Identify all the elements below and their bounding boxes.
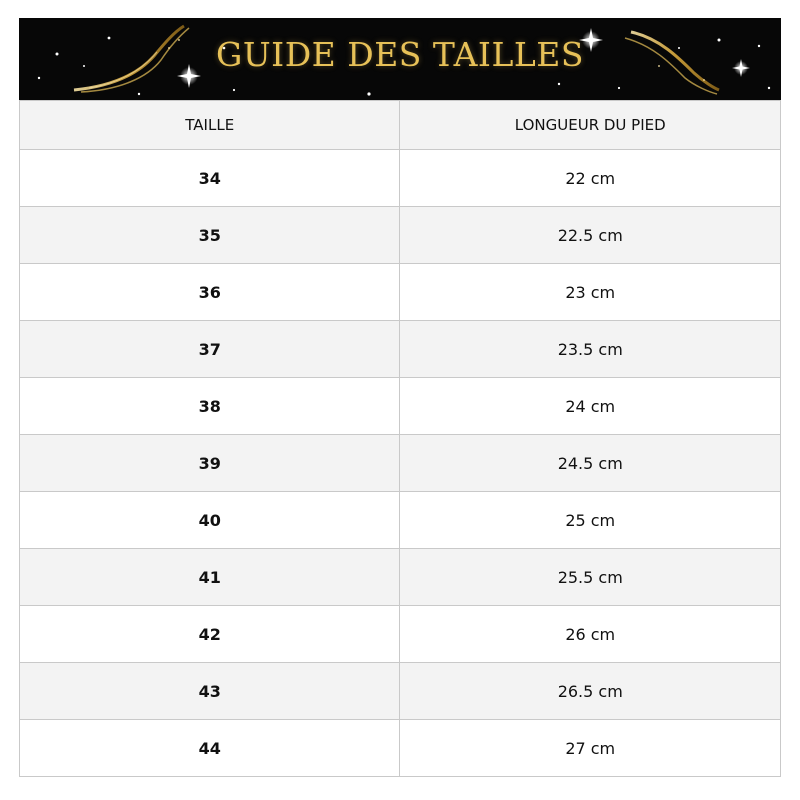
foot-length-cell: 25 cm — [400, 492, 781, 549]
size-cell: 39 — [20, 435, 400, 492]
table-row — [20, 378, 781, 435]
table-row — [20, 492, 781, 549]
table-row — [20, 150, 781, 207]
size-cell: 40 — [20, 492, 400, 549]
foot-length-cell: 25.5 cm — [400, 549, 781, 606]
foot-length-cell: 24.5 cm — [400, 435, 781, 492]
size-cell: 43 — [20, 663, 400, 720]
title-banner — [19, 18, 781, 100]
size-cell: 34 — [20, 150, 400, 207]
foot-length-cell: 22.5 cm — [400, 207, 781, 264]
size-cell: 36 — [20, 264, 400, 321]
size-cell: 44 — [20, 720, 400, 777]
table-row — [20, 435, 781, 492]
table-row — [20, 207, 781, 264]
size-table — [19, 100, 781, 777]
table-row — [20, 663, 781, 720]
table-row — [20, 720, 781, 777]
size-cell: 37 — [20, 321, 400, 378]
column-header-foot-length: LONGUEUR DU PIED — [400, 101, 781, 150]
foot-length-cell: 22 cm — [400, 150, 781, 207]
size-cell: 41 — [20, 549, 400, 606]
page-title: GUIDE DES TAILLES — [216, 35, 584, 74]
size-cell: 42 — [20, 606, 400, 663]
foot-length-cell: 27 cm — [400, 720, 781, 777]
table-row — [20, 606, 781, 663]
foot-length-cell: 24 cm — [400, 378, 781, 435]
size-cell: 38 — [20, 378, 400, 435]
table-row — [20, 321, 781, 378]
foot-length-cell: 26 cm — [400, 606, 781, 663]
column-header-size: TAILLE — [20, 101, 400, 150]
foot-length-cell: 26.5 cm — [400, 663, 781, 720]
foot-length-cell: 23.5 cm — [400, 321, 781, 378]
table-header-row — [20, 101, 781, 150]
table-row — [20, 549, 781, 606]
size-cell: 35 — [20, 207, 400, 264]
table-row — [20, 264, 781, 321]
foot-length-cell: 23 cm — [400, 264, 781, 321]
